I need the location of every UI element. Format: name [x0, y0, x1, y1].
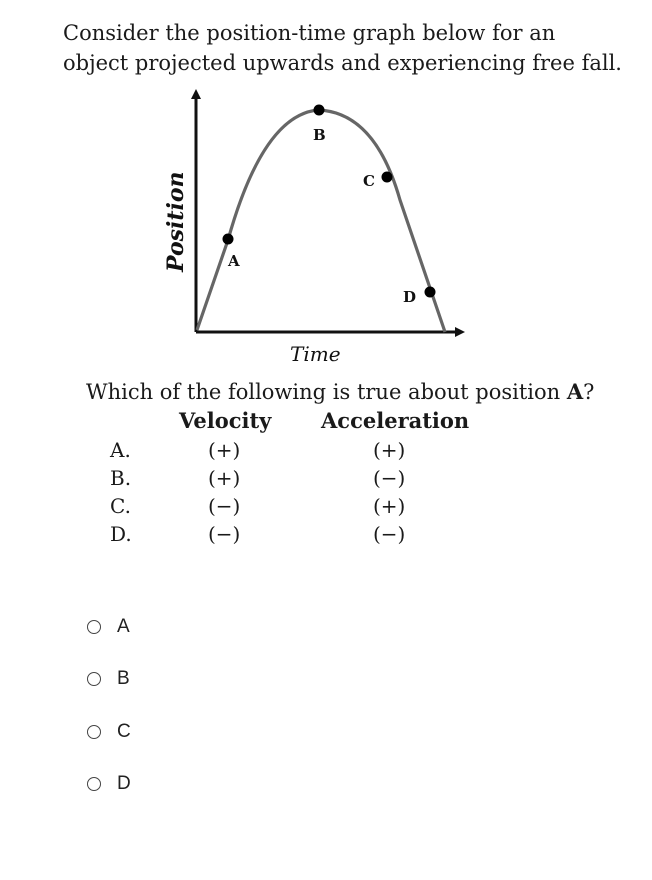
velocity-header: Velocity [179, 408, 272, 433]
point-a-label: A [228, 252, 240, 270]
table-row [0, 492, 652, 520]
table-row [0, 464, 652, 492]
point-b-label: B [313, 126, 326, 144]
radio-button[interactable] [87, 725, 101, 739]
point-c-dot [382, 172, 393, 183]
point-d-dot [425, 287, 436, 298]
row-acceleration: (−) [373, 522, 406, 546]
choice-option-c[interactable] [85, 719, 131, 745]
row-velocity: (−) [208, 494, 241, 518]
row-velocity: (+) [208, 438, 241, 462]
row-acceleration: (+) [373, 494, 406, 518]
question-text [86, 378, 626, 406]
choice-option-a[interactable] [85, 614, 130, 640]
radio-button[interactable] [87, 777, 101, 791]
radio-button[interactable] [87, 620, 101, 634]
question-intro [63, 18, 623, 78]
choice-label: D [117, 773, 131, 794]
point-c-label: C [363, 172, 375, 190]
choice-option-b[interactable] [85, 666, 130, 692]
row-acceleration: (+) [373, 438, 406, 462]
y-axis-label: Position [163, 171, 189, 272]
x-axis-label: Time [290, 342, 341, 366]
choice-option-d[interactable] [85, 771, 131, 797]
table-row [0, 520, 652, 548]
question-emphasis: A [566, 379, 584, 404]
choice-label: A [117, 616, 130, 637]
row-letter: D. [110, 522, 132, 546]
row-letter: B. [110, 466, 132, 490]
radio-button[interactable] [87, 672, 101, 686]
intro-line-1: Consider the position-time graph below for an [63, 21, 556, 45]
row-velocity: (+) [208, 466, 241, 490]
acceleration-header: Acceleration [321, 408, 470, 433]
intro-line-2: object projected upwards and experiencing free fall. [63, 51, 622, 75]
point-b-dot [314, 105, 325, 116]
row-letter: A. [110, 438, 131, 462]
choice-label: B [117, 668, 130, 689]
choice-label: C [117, 721, 131, 742]
row-letter: C. [110, 494, 131, 518]
question-suffix: ? [583, 380, 595, 404]
row-acceleration: (−) [373, 466, 406, 490]
row-velocity: (−) [208, 522, 241, 546]
table-row [0, 436, 652, 464]
point-a-dot [223, 234, 234, 245]
point-d-label: D [403, 288, 417, 306]
question-prefix: Which of the following is true about position [86, 380, 567, 404]
position-time-graph [150, 85, 470, 375]
